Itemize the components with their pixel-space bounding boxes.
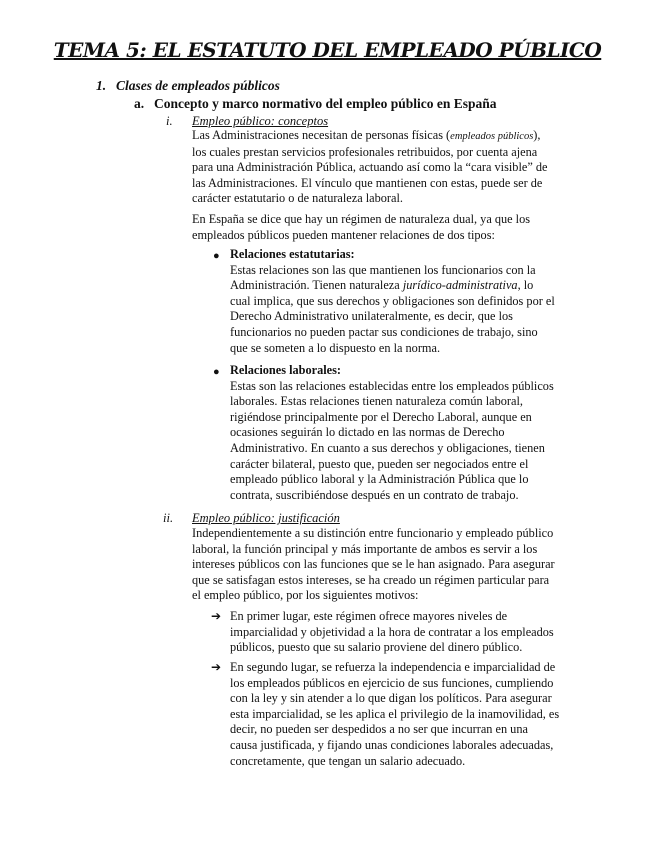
text-run: Administración. Tienen naturaleza (230, 278, 403, 293)
section-number: 1. (96, 78, 107, 93)
text-line: empleados públicos pueden mantener relaciones de dos tipos: (192, 227, 495, 242)
text-line: que se someten a lo dispuesto en la norma. (230, 340, 441, 355)
text-line: concretamente, que tengan un salario adecuado. (230, 753, 466, 768)
text-line: Estas relaciones son las que mantienen los funcionarios con la (230, 262, 536, 277)
text-line: contrata, suscribiéndose después en un contrato de trabajo. (230, 487, 519, 502)
text-line: laboral, la función principal y más importante de ambos es servir a los (192, 541, 538, 556)
text-line: En España se dice que hay un régimen de naturaleza dual, ya que los (192, 212, 531, 226)
text-line: las Administraciones. El vínculo que mantienen con estas, puede ser de (192, 175, 543, 190)
item-i-paragraph-2 (192, 212, 530, 243)
text-line: imparcialidad y objetividad a la hora de contratar a los empleados (230, 624, 554, 639)
text-line: empleado público laboral y la Administración Pública que lo (230, 472, 529, 487)
text-line: carácter estatutario o de naturaleza laboral. (192, 191, 403, 206)
text-line: los empleados públicos en ejercicio de sus funciones, cumpliendo (230, 675, 554, 690)
text-line: que se satisfagan estos intereses, se ha creado un régimen particular para (192, 572, 550, 587)
bullet-icon: ● (213, 250, 220, 262)
page-title: TEMA 5: EL ESTATUTO DEL EMPLEADO PÚBLICO (53, 38, 602, 62)
text-line: ocasiones seguirán lo dictado en las normas de Derecho (230, 425, 505, 440)
text-line: laborales. Estas relaciones tienen naturaleza común laboral, (230, 394, 523, 409)
text-line: causa justificada, y fijando unas condiciones laborales adecuadas, (230, 737, 554, 752)
subsection-number: a. (134, 96, 145, 111)
text-line: Derecho Administrativo unilateralmente, es decir, que los (230, 309, 513, 324)
bullet-heading: Relaciones estatutarias: (230, 247, 355, 261)
text-line: el empleo público, por los siguientes motivos: (192, 588, 419, 603)
bullet-icon: ● (213, 366, 220, 378)
subsection-label: Concepto y marco normativo del empleo público en España (154, 96, 497, 111)
text-line: intereses públicos con las funciones que se le han asignado. Para asegurar (192, 557, 555, 572)
arrow-bullet-icon: ➔ (211, 609, 222, 623)
item-ii-heading (0, 511, 655, 527)
text-line: decir, no pueden ser despedidos a no ser que incurran en una (230, 722, 528, 737)
item-i-number: i. (166, 114, 173, 128)
text-run: , lo (517, 278, 534, 293)
text-line: esta imparcialidad, se les aplica el privilegio de la inamovilidad, es (230, 706, 560, 721)
item-i-paragraph-1 (192, 128, 547, 207)
text-line: con la ley y sin atender a lo que digan los políticos. Para asegurar (230, 691, 552, 706)
arrow-bullet-icon: ➔ (211, 660, 222, 674)
text-run: ), (533, 128, 541, 142)
item-ii-paragraph-1 (192, 526, 555, 604)
text-line: Estas son las relaciones establecidas entre los empleados públicos (230, 378, 554, 393)
text-line: Administrativo. En cuanto a sus derechos y obligaciones, tienen (230, 440, 545, 455)
bullet-labor (230, 363, 554, 503)
text-line: cual implica, que sus derechos y obligaciones son definidos por el (230, 293, 555, 308)
text-run-italic: jurídico-administrativa (402, 278, 518, 293)
bullet-statutory (230, 247, 555, 356)
text-line: rigiéndose principalmente por el Derecho Laboral, aunque en (230, 409, 532, 424)
text-line: carácter bilateral, puesto que, pueden ser negociados entre el (230, 456, 529, 471)
text-run: Las Administraciones necesitan de personas físicas ( (192, 128, 451, 142)
text-line: Independientemente a su distinción entre funcionario y empleado público (192, 526, 554, 540)
text-run-italic: empleados públicos (450, 131, 534, 142)
text-line: En primer lugar, este régimen ofrece mayores niveles de (230, 609, 508, 623)
text-line: En segundo lugar, se refuerza la independencia e imparcialidad de (230, 660, 556, 674)
bullet-heading: Relaciones laborales: (230, 363, 341, 377)
item-i-label: Empleo público: conceptos (192, 114, 329, 128)
item-ii-label: Empleo público: justificación (192, 511, 340, 525)
subsection-heading (134, 96, 497, 112)
text-line: los cuales prestan servicios profesionales retribuidos, por cuenta ajena (192, 144, 538, 159)
section-label: Clases de empleados públicos (116, 78, 280, 93)
text-line: funcionarios no pueden pactar sus condiciones de trabajo, sino (230, 324, 538, 339)
text-line: públicos, puesto que su salario proviene del dinero público. (230, 640, 523, 655)
text-line: para una Administración Pública, actuando así como la “cara visible” de (192, 160, 548, 175)
item-ii-number: ii. (163, 511, 174, 525)
reason-2 (230, 660, 559, 769)
section-heading (96, 78, 280, 94)
reason-1 (230, 609, 554, 656)
